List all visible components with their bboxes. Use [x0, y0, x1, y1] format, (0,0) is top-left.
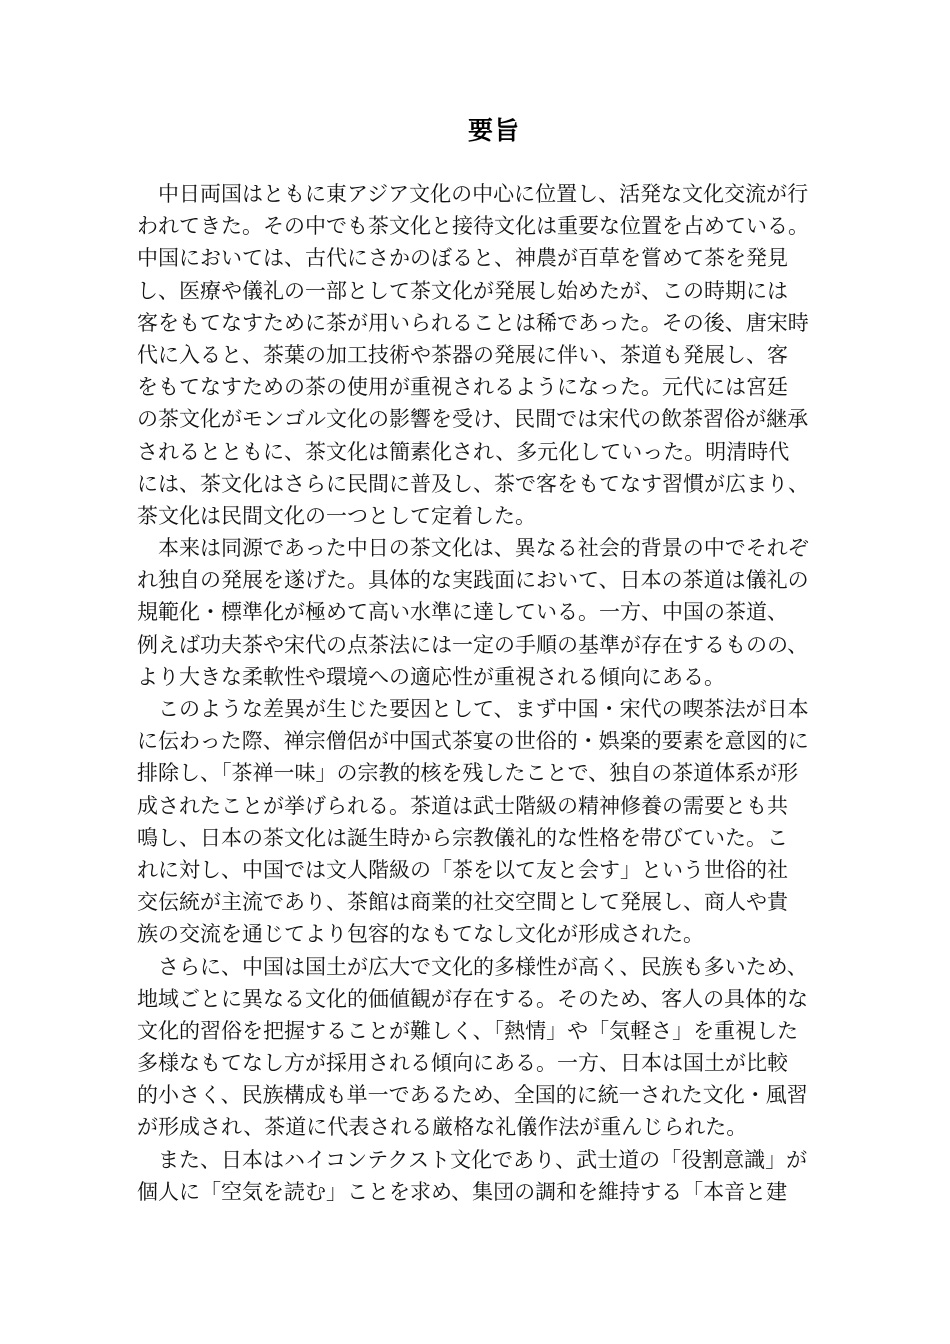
body-line: 中国においては、古代にさかのぼると、神農が百草を嘗めて茶を発見	[137, 246, 788, 271]
body-line: し、医療や儀礼の一部として茶文化が発展し始めたが、この時期には	[137, 278, 788, 303]
body-line: 中日両国はともに東アジア文化の中心に位置し、活発な文化交流が行	[137, 182, 809, 206]
body-line: 本来は同源であった中日の茶文化は、異なる社会的背景の中でそれぞ	[137, 536, 809, 561]
body-line: 成されたことが挙げられる。茶道は武士階級の精神修養の需要とも共	[137, 793, 788, 818]
body-line: をもてなすための茶の使用が重視されるようになった。元代には宮廷	[137, 375, 788, 400]
body-line: 族の交流を通じてより包容的なもてなし文化が形成された。	[137, 922, 704, 947]
body-line: 鳴し、日本の茶文化は誕生時から宗教儀礼的な性格を帯びていた。こ	[137, 825, 788, 850]
body-line: されるとともに、茶文化は簡素化され、多元化していった。明清時代	[137, 439, 790, 464]
body-line: れ独自の発展を遂げた。具体的な実践面において、日本の茶道は儀礼の	[137, 568, 809, 593]
body-line: が形成され、茶道に代表される厳格な礼儀作法が重んじられた。	[137, 1115, 748, 1140]
body-line: われてきた。その中でも茶文化と接待文化は重要な位置を占めている。	[137, 214, 809, 239]
body-line: 排除し、「茶禅一味」の宗教的核を残したことで、独自の茶道体系が形	[137, 761, 799, 786]
body-line: 個人に「空気を読む」ことを求め、集団の調和を維持する「本音と建	[137, 1179, 788, 1204]
body-line: さらに、中国は国土が広大で文化的多様性が高く、民族も多いため、	[137, 954, 808, 979]
body-line: このような差異が生じた要因として、まず中国・宋代の喫茶法が日本	[137, 697, 809, 721]
body-line: 的小さく、民族構成も単一であるため、全国的に統一された文化・風習	[137, 1083, 808, 1108]
abstract-body	[137, 178, 857, 1208]
body-line: 代に入ると、茶葉の加工技術や茶器の発展に伴い、茶道も発展し、客	[137, 342, 788, 367]
body-line: 茶文化は民間文化の一つとして定着した。	[137, 503, 536, 528]
body-line: 規範化・標準化が極めて高い水準に達している。一方、中国の茶道、	[137, 600, 788, 625]
document-title: 要旨	[467, 116, 520, 145]
body-line: 客をもてなすために茶が用いられることは稀であった。その後、唐宋時	[137, 310, 809, 335]
body-line: 例えば功夫茶や宋代の点茶法には一定の手順の基準が存在するものの、	[137, 632, 809, 657]
body-line: に伝わった際、禅宗僧侶が中国式茶宴の世俗的・娯楽的要素を意図的に	[137, 729, 809, 754]
body-line: 地域ごとに異なる文化的価値観が存在する。そのため、客人の具体的な	[137, 986, 809, 1011]
body-line: には、茶文化はさらに民間に普及し、茶で客をもてなす習慣が広まり、	[137, 471, 809, 496]
body-line: 文化的習俗を把握することが難しく、「熱情」や「気軽さ」を重視した	[137, 1018, 799, 1043]
body-line: 交伝統が主流であり、茶館は商業的社交空間として発展し、商人や貴	[137, 890, 788, 915]
body-line: より大きな柔軟性や環境への適応性が重視される傾向にある。	[137, 664, 725, 689]
body-line: れに対し、中国では文人階級の「茶を以て友と会す」という世俗的社	[137, 857, 788, 882]
body-line: 多様なもてなし方が採用される傾向にある。一方、日本は国土が比較	[137, 1051, 788, 1076]
body-line: の茶文化がモンゴル文化の影響を受け、民間では宋代の飲茶習俗が継承	[137, 407, 809, 432]
body-line: また、日本はハイコンテクスト文化であり、武士道の「役割意識」が	[137, 1147, 808, 1172]
